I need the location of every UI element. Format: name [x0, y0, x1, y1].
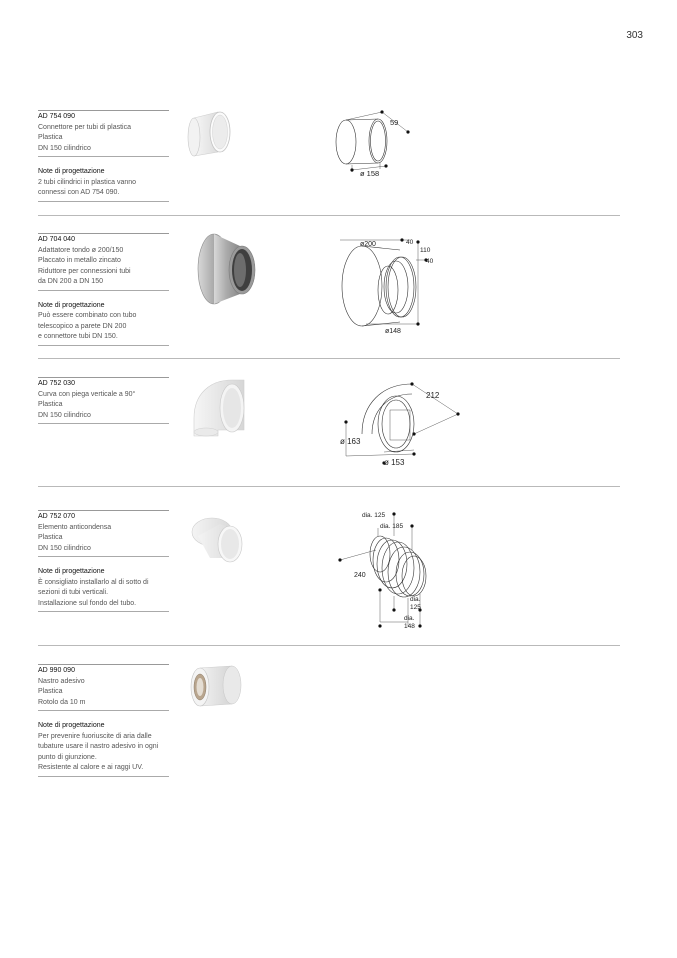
description-line: Nastro adesivo	[38, 677, 85, 685]
note-line: tubature usare il nastro adesivo in ogni	[38, 743, 159, 750]
dim-b: 110	[420, 247, 431, 254]
dim-outer: ø200	[360, 241, 376, 248]
description-line: DN 150 cilindrico	[38, 544, 91, 552]
dim-d1: ø 163	[340, 437, 361, 446]
note-line: connessi con AD 754 090.	[38, 189, 120, 196]
anticondensate-drawing	[336, 506, 446, 634]
description-line: Plastica	[38, 401, 63, 408]
description-line: DN 150 cilindrico	[38, 144, 91, 152]
rule	[38, 345, 169, 346]
dim-top1: dia. 125	[362, 512, 386, 519]
rule	[38, 423, 169, 424]
dim-c: 40	[426, 258, 434, 265]
dim-bottom1b: 125	[410, 604, 421, 611]
anticondensate-photo	[190, 510, 250, 564]
description-line: Plastica	[38, 134, 63, 141]
description-line: Rotolo da 10 m	[38, 698, 86, 706]
section-divider	[38, 486, 620, 487]
description-line: Adattatore tondo ø 200/150	[38, 246, 124, 254]
note-line: Resistente al calore e ai raggi UV.	[38, 764, 144, 771]
dim-a: 40	[406, 239, 414, 246]
dim-top2: dia. 185	[380, 523, 404, 530]
dim-d2: ø 153	[384, 458, 405, 467]
dim-bottom2a: dia.	[404, 615, 415, 622]
note-line: È consigliato installarlo al di sotto di	[38, 578, 149, 586]
product-code: AD 704 040	[38, 233, 169, 246]
note-line: e connettore tubi DN 150.	[38, 333, 118, 340]
section-divider	[38, 358, 620, 359]
rule	[38, 290, 169, 291]
rule	[38, 156, 169, 157]
dim-length: 59	[390, 118, 399, 127]
bend-photo	[188, 374, 252, 438]
connector-photo	[186, 108, 236, 158]
product-code: AD 754 090	[38, 110, 169, 123]
tape-roll-photo	[186, 662, 244, 710]
notes-title: Note di progettazione	[38, 722, 105, 729]
section-divider	[38, 215, 620, 216]
product-ad-704-040	[38, 233, 169, 346]
dim-bottom2b: 148	[404, 623, 415, 630]
adapter-drawing	[330, 232, 440, 340]
description-line: DN 150 cilindrico	[38, 411, 91, 419]
adapter-photo	[190, 232, 268, 306]
description-line: Placcato in metallo zincato	[38, 257, 121, 264]
description-line: Curva con piega verticale a 90°	[38, 390, 136, 398]
rule	[38, 710, 169, 711]
notes-title: Note di progettazione	[38, 301, 105, 309]
note-line: Per prevenire fuoriuscite di aria dalle	[38, 732, 152, 740]
description-line: Elemento anticondensa	[38, 523, 112, 531]
rule	[38, 611, 169, 612]
description-line: Riduttore per connessioni tubi	[38, 267, 131, 275]
product-code: AD 990 090	[38, 664, 169, 677]
product-code: AD 752 070	[38, 510, 169, 523]
product-ad-752-070	[38, 510, 169, 612]
dim-inner: ø148	[385, 328, 401, 335]
note-line: sezioni di tubi verticali.	[38, 589, 109, 596]
notes-title: Note di progettazione	[38, 168, 105, 175]
product-ad-754-090	[38, 110, 169, 202]
dim-diameter: ø 158	[360, 169, 380, 178]
rule	[38, 556, 169, 557]
note-line: punto di giunzione.	[38, 753, 97, 761]
section-divider	[38, 645, 620, 646]
rule	[38, 201, 169, 202]
bend-drawing	[334, 374, 464, 470]
note-line: 2 tubi cilindrici in plastica vanno	[38, 178, 137, 186]
description-line: da DN 200 a DN 150	[38, 278, 103, 285]
description-line: Connettore per tubi di plastica	[38, 123, 131, 131]
description-line: Plastica	[38, 534, 63, 541]
product-code: AD 752 030	[38, 377, 169, 390]
dim-bottom1a: dia.	[410, 596, 421, 603]
rule	[38, 776, 169, 777]
notes-title: Note di progettazione	[38, 568, 105, 575]
connector-drawing	[330, 104, 430, 184]
page-number: 303	[626, 30, 643, 41]
product-ad-752-030	[38, 377, 169, 424]
note-line: Installazione sul fondo del tubo.	[38, 599, 137, 607]
note-line: Può essere combinato con tubo	[38, 312, 137, 319]
note-line: telescopico a parete DN 200	[38, 322, 127, 330]
description-line: Plastica	[38, 688, 63, 695]
dim-radius: 212	[426, 391, 440, 400]
product-ad-990-090	[38, 664, 169, 777]
dim-length: 240	[354, 572, 366, 579]
